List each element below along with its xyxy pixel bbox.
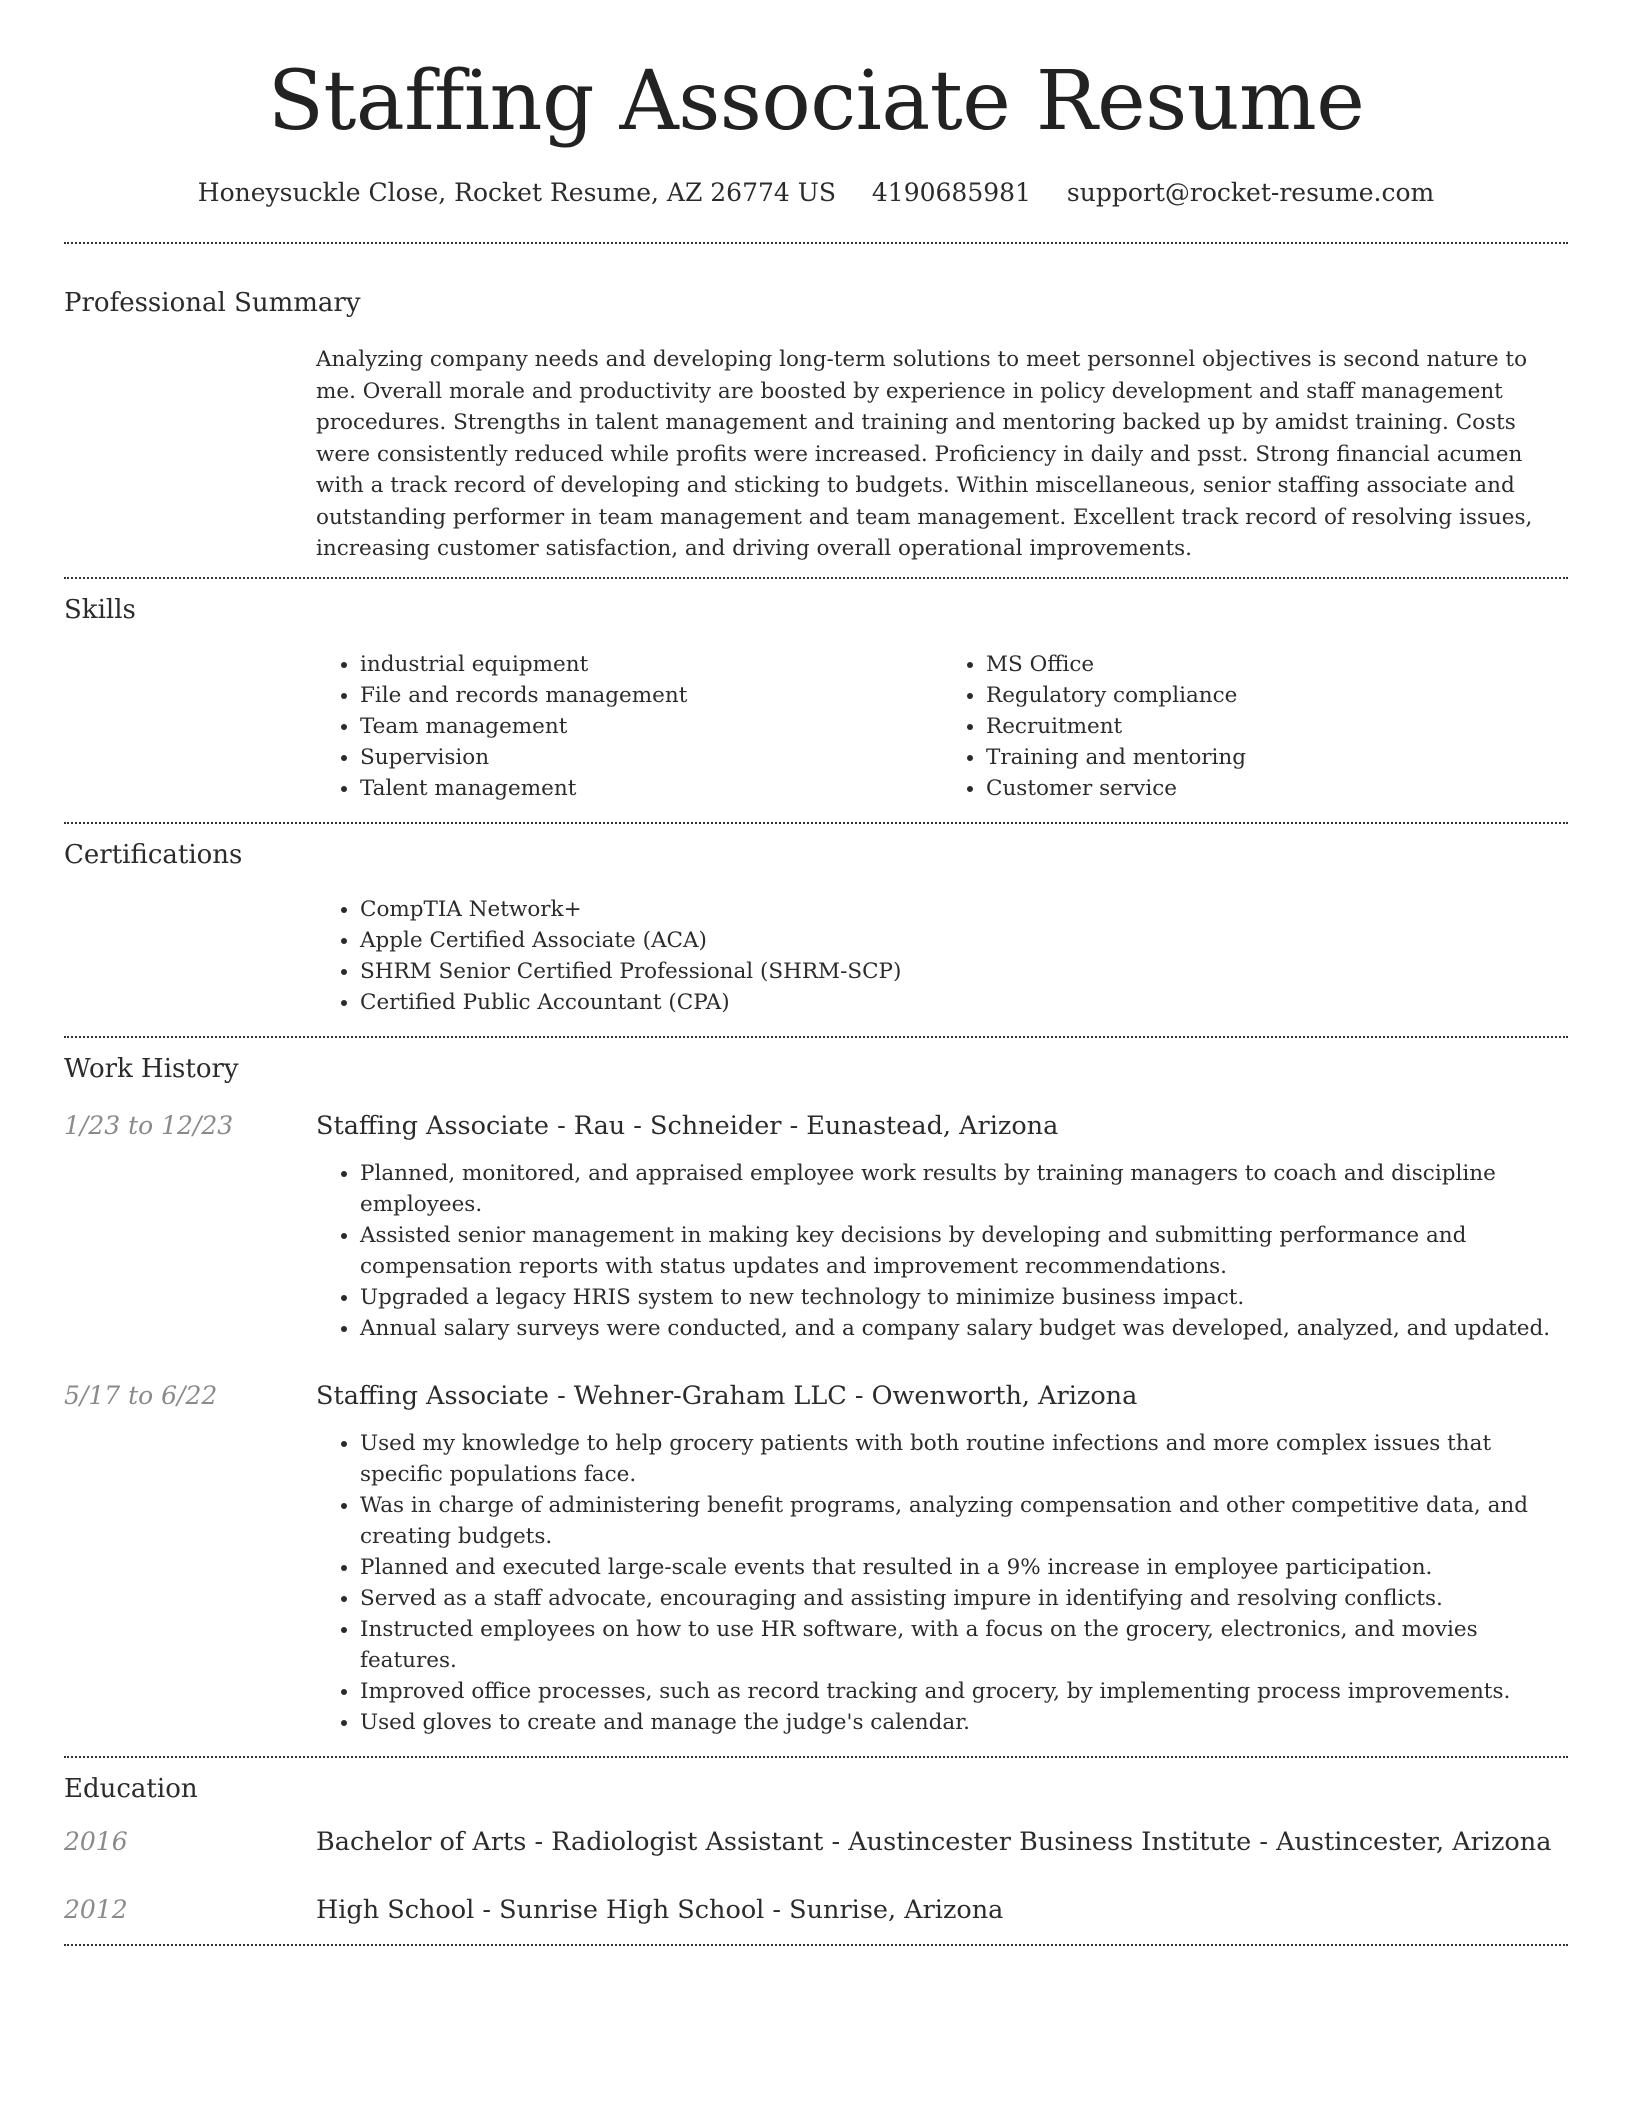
certification-item: • Certified Public Accountant (CPA) [360, 987, 1568, 1018]
job-dates: 5/17 to 6/22 [64, 1380, 218, 1410]
education-year: 2012 [64, 1894, 128, 1924]
job-bullet: • Annual salary surveys were conducted, and a company salary budget was developed, analyzed, and updated. [360, 1313, 1568, 1344]
certifications-list [316, 894, 1568, 1018]
certifications-list-wrap [316, 894, 1568, 1018]
skill-item: • industrial equipment [360, 649, 942, 680]
work-history-section [64, 1038, 1568, 1756]
skills-section [64, 579, 1568, 822]
education-entry [64, 1894, 1568, 1926]
skill-item: • Regulatory compliance [986, 680, 1568, 711]
skill-item: • Talent management [360, 773, 942, 804]
job-bullet: • Upgraded a legacy HRIS system to new technology to minimize business impact. [360, 1282, 1568, 1313]
job-bullet: • Assisted senior management in making key decisions by developing and submitting performance and compensation reports with status updates and improvement recommendations. [360, 1220, 1568, 1282]
skill-item: • Supervision [360, 742, 942, 773]
skill-item: • Customer service [986, 773, 1568, 804]
education-entry [64, 1826, 1568, 1858]
certification-item: • SHRM Senior Certified Professional (SHRM-SCP) [360, 956, 1568, 987]
job-header [64, 1110, 1568, 1142]
job-bullets [316, 1428, 1568, 1738]
skill-item: • File and records management [360, 680, 942, 711]
job-bullet: • Was in charge of administering benefit programs, analyzing compensation and other competitive data, and creating budgets. [360, 1490, 1568, 1552]
skill-item: • Team management [360, 711, 942, 742]
contact-email: support@rocket-resume.com [1066, 178, 1435, 207]
job-bullet: • Instructed employees on how to use HR software, with a focus on the grocery, electronics, and movies features. [360, 1614, 1568, 1676]
contact-line [64, 178, 1568, 208]
job-bullet: • Improved office processes, such as record tracking and grocery, by implementing process improvements. [360, 1676, 1568, 1707]
skills-list-left [316, 649, 942, 804]
job-entry [64, 1380, 1568, 1738]
skills-columns [316, 649, 1568, 804]
certification-item: • Apple Certified Associate (ACA) [360, 925, 1568, 956]
job-bullet: • Used gloves to create and manage the judge's calendar. [360, 1707, 1568, 1738]
job-bullet: • Planned and executed large-scale events that resulted in a 9% increase in employee participation. [360, 1552, 1568, 1583]
job-title: Staffing Associate - Wehner-Graham LLC - Owenworth, Arizona [316, 1380, 1138, 1411]
job-entry [64, 1110, 1568, 1344]
skill-item: • MS Office [986, 649, 1568, 680]
job-bullet: • Served as a staff advocate, encouraging and assisting impure in identifying and resolving conflicts. [360, 1583, 1568, 1614]
summary-title: Professional Summary [64, 288, 361, 318]
job-bullet: • Planned, monitored, and appraised employee work results by training managers to coach and discipline employees. [360, 1158, 1568, 1220]
contact-phone: 4190685981 [871, 178, 1031, 207]
certifications-title: Certifications [64, 839, 243, 870]
job-bullets [316, 1158, 1568, 1344]
education-title-text: Bachelor of Arts - Radiologist Assistant - Austincester Business Institute - Austincester, Arizona [316, 1826, 1552, 1857]
job-header [64, 1380, 1568, 1412]
education-title-text: High School - Sunrise High School - Sunrise, Arizona [316, 1894, 1004, 1925]
summary-section [64, 244, 1568, 565]
divider [64, 1944, 1568, 1946]
skills-list-right [942, 649, 1568, 804]
skill-item: • Recruitment [986, 711, 1568, 742]
skills-title: Skills [64, 594, 136, 625]
skill-item: • Training and mentoring [986, 742, 1568, 773]
certification-item: • CompTIA Network+ [360, 894, 1568, 925]
job-title: Staffing Associate - Rau - Schneider - Eunastead, Arizona [316, 1110, 1059, 1141]
certifications-section [64, 824, 1568, 1036]
job-dates: 1/23 to 12/23 [64, 1110, 234, 1140]
summary-text: Analyzing company needs and developing long-term solutions to meet personnel objectives is second nature to me. Overall morale and productivity are boosted by experience in policy development and staff management procedures. Strengths in talent management and training and mentoring backed up by amidst training. Costs were consistently reduced while profits were increased. Proficiency in daily and psst. Strong financial acumen with a track record of developing and sticking to budgets. Within miscellaneous, senior staffing associate and outstanding performer in team management and team management. Excellent track record of resolving issues, increasing customer satisfaction, and driving overall operational improvements. [316, 347, 1533, 561]
education-title: Education [64, 1773, 198, 1804]
education-section [64, 1758, 1568, 1944]
education-year: 2016 [64, 1826, 128, 1856]
resume-name: Staffing Associate Resume [267, 54, 1365, 149]
job-bullet: • Used my knowledge to help grocery patients with both routine infections and more complex issues that specific populations face. [360, 1428, 1568, 1490]
contact-address: Honeysuckle Close, Rocket Resume, AZ 26774 US [197, 178, 836, 207]
work-history-title: Work History [64, 1053, 239, 1084]
